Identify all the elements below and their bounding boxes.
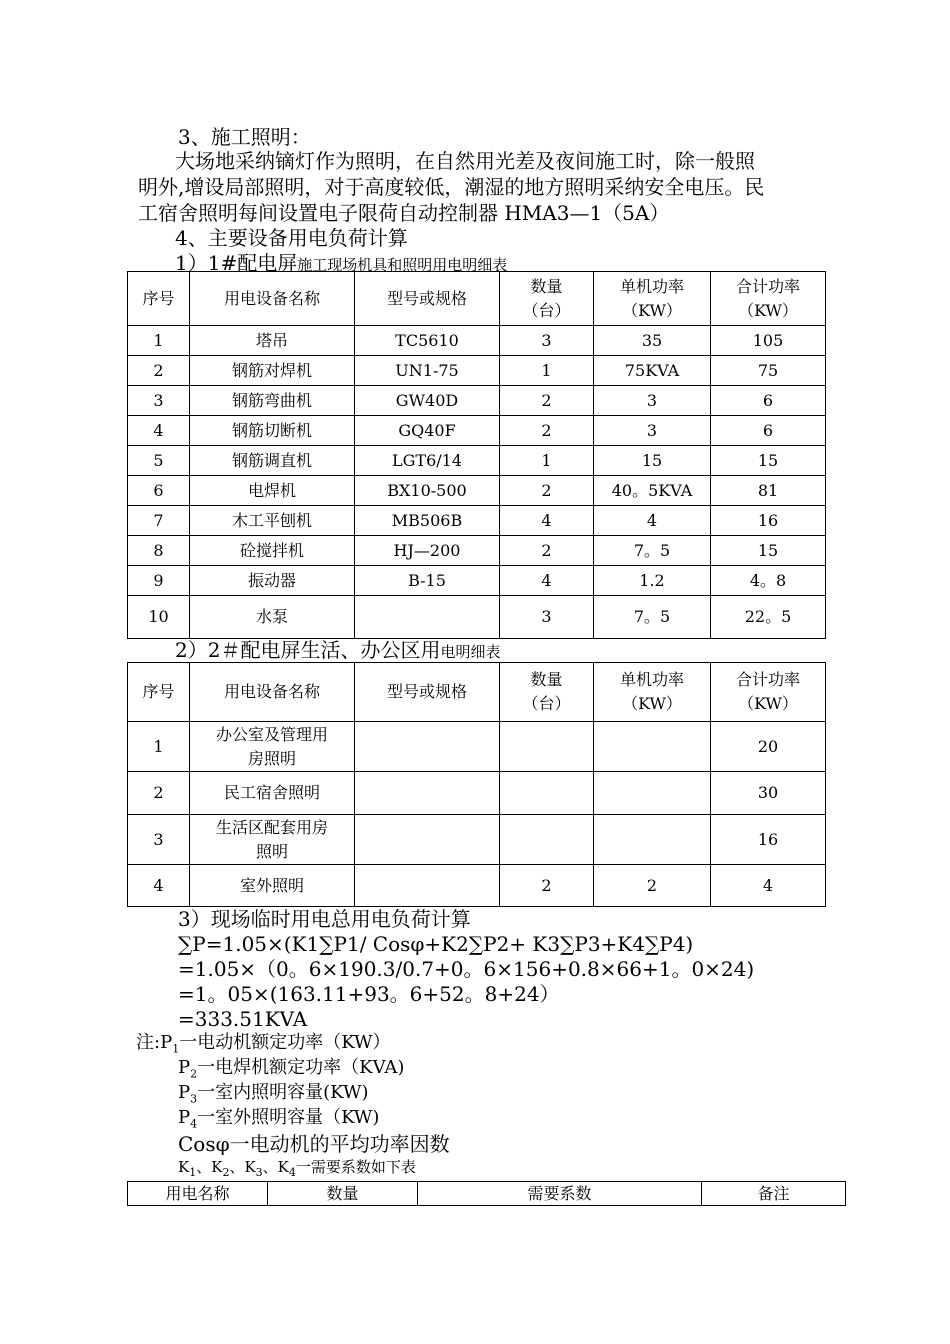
table1-header-cell: 单机功率 （KW） [594, 272, 711, 326]
section-3-paragraph-line1: 大场地采纳镝灯作为照明，在自然用光差及夜间施工时，除一般照 [175, 149, 755, 173]
table-cell: 2 [594, 865, 711, 907]
table-row [128, 476, 826, 506]
table-cell: 1 [128, 326, 190, 356]
note-text: 一室外照明容量（KW) [197, 1107, 380, 1128]
note-prefix: 注: [136, 1032, 161, 1053]
table-row [128, 722, 826, 772]
k-separator: 、K [262, 1158, 289, 1176]
table1-header-cell: 用电设备名称 [190, 272, 355, 326]
table-cell: 砼搅拌机 [190, 536, 355, 566]
table-cell: 2 [128, 356, 190, 386]
table-cell: 15 [711, 446, 826, 476]
table-cell [355, 815, 500, 865]
table-row [128, 566, 826, 596]
table-cell: 办公室及管理用 房照明 [190, 722, 355, 772]
note-symbol: P [178, 1107, 191, 1128]
table1-header-row [128, 272, 826, 326]
table2-header-cell: 单机功率 （KW） [594, 663, 711, 722]
table1-title-sub: 施工现场机具和照明用电明细表 [297, 256, 508, 274]
note-subscript: 3 [190, 1092, 198, 1106]
k-separator: 、K [229, 1158, 256, 1176]
table2-header-cell: 用电设备名称 [190, 663, 355, 722]
table-cell: BX10-500 [355, 476, 500, 506]
table-row [128, 356, 826, 386]
table-cell: TC5610 [355, 326, 500, 356]
table-cell: 4。8 [711, 566, 826, 596]
table2-header-cell: 数量 （台） [500, 663, 594, 722]
table-cell: GW40D [355, 386, 500, 416]
table-cell: 2 [500, 536, 594, 566]
table2-title [175, 640, 500, 660]
table-row [128, 386, 826, 416]
table-cell: 15 [594, 446, 711, 476]
table-cell: 20 [711, 722, 826, 772]
table-cell: 1 [500, 446, 594, 476]
table-cell: 钢筋弯曲机 [190, 386, 355, 416]
table-cell: HJ—200 [355, 536, 500, 566]
table-cell: 8 [128, 536, 190, 566]
table-cell: 2 [500, 416, 594, 446]
section-3-paragraph-line2: 明外,增设局部照明，对于高度较低，潮湿的地方照明采纳安全电压。民 [138, 175, 765, 199]
note-line-1 [136, 1032, 391, 1056]
table-row [128, 506, 826, 536]
table-cell: 105 [711, 326, 826, 356]
calc-result: =333.51KVA [178, 1007, 308, 1031]
table1-title [175, 253, 507, 273]
k-subscript: 1 [189, 1166, 197, 1179]
table-row [128, 772, 826, 815]
note-subscript: 4 [190, 1117, 198, 1131]
table2-title-sub: 电明细表 [440, 643, 501, 661]
section-3-heading: 3、施工照明： [178, 125, 311, 149]
table-cell: 4 [500, 566, 594, 596]
table3-header-cell: 备注 [702, 1182, 846, 1206]
table-cell: 木工平刨机 [190, 506, 355, 536]
table3-header-cell: 数量 [268, 1182, 418, 1206]
table-row [128, 596, 826, 639]
table-cell: 3 [128, 815, 190, 865]
table-cell: 振动器 [190, 566, 355, 596]
table-cell [355, 772, 500, 815]
table-cell: 4 [128, 865, 190, 907]
table-cell: 4 [128, 416, 190, 446]
table-cell: 5 [128, 446, 190, 476]
note-text: 一室内照明容量(KW) [197, 1082, 369, 1103]
table2 [127, 662, 826, 907]
table-cell: 75 [711, 356, 826, 386]
table-cell [500, 722, 594, 772]
table-cell: 16 [711, 506, 826, 536]
table-cell: 2 [128, 772, 190, 815]
table-cell [355, 596, 500, 639]
table-cell [594, 815, 711, 865]
k-separator: 、K [196, 1158, 223, 1176]
table-cell: 6 [711, 416, 826, 446]
k-symbol: K [178, 1158, 190, 1176]
table-cell: 生活区配套用房 照明 [190, 815, 355, 865]
table-cell: 9 [128, 566, 190, 596]
table2-header-cell: 序号 [128, 663, 190, 722]
note-line-3 [178, 1082, 369, 1106]
table-cell: 水泵 [190, 596, 355, 639]
table-cell: 7 [128, 506, 190, 536]
note-symbol: P [160, 1032, 173, 1053]
table-cell: 1 [128, 722, 190, 772]
calc-formula-2: =1.05×（0。6×190.3/0.7+0。6×156+0.8×66+1。0×24) [178, 957, 755, 981]
table-cell: 2 [500, 865, 594, 907]
table-cell: 22。5 [711, 596, 826, 639]
table-row [128, 446, 826, 476]
table-row [128, 326, 826, 356]
table2-header-row [128, 663, 826, 722]
k-subscript: 2 [222, 1166, 230, 1179]
table1-header-cell: 型号或规格 [355, 272, 500, 326]
table1 [127, 271, 826, 639]
table-cell: UN1-75 [355, 356, 500, 386]
table-cell [500, 815, 594, 865]
table-cell: 2 [500, 386, 594, 416]
k-subscript: 4 [288, 1166, 296, 1179]
table-cell: 6 [128, 476, 190, 506]
table-cell: 塔吊 [190, 326, 355, 356]
table-cell: 3 [500, 326, 594, 356]
table-cell: 2 [500, 476, 594, 506]
table-cell: 3 [500, 596, 594, 639]
table-row [128, 815, 826, 865]
table-cell: 16 [711, 815, 826, 865]
note-symbol: P [178, 1057, 191, 1078]
note-symbol: P [178, 1082, 191, 1103]
table3-header-cell: 需要系数 [418, 1182, 702, 1206]
table-cell: 30 [711, 772, 826, 815]
table-cell: 35 [594, 326, 711, 356]
table-cell: 81 [711, 476, 826, 506]
table-cell: LGT6/14 [355, 446, 500, 476]
k-description: 一需要系数如下表 [295, 1158, 416, 1176]
table-cell: 7。5 [594, 596, 711, 639]
note-subscript: 2 [190, 1067, 198, 1081]
table-row [128, 536, 826, 566]
calc-formula-3: =1。05×(163.11+93。6+52。8+24） [178, 982, 560, 1006]
note-line-5: Cosφ一电动机的平均功率因数 [178, 1132, 450, 1156]
table-cell: 6 [711, 386, 826, 416]
note-text: 一电动机额定功率（KW） [179, 1032, 391, 1053]
table-cell: MB506B [355, 506, 500, 536]
k-subscript: 3 [255, 1166, 263, 1179]
table-cell: 3 [594, 386, 711, 416]
section-3-paragraph-line3: 工宿舍照明每间设置电子限荷自动控制器 HMA3—1（5A） [138, 201, 670, 225]
table-cell: GQ40F [355, 416, 500, 446]
note-text: 一电焊机额定功率（KVA) [197, 1057, 405, 1078]
table1-header-cell: 合计功率 （KW） [711, 272, 826, 326]
note-subscript: 1 [172, 1042, 180, 1056]
calc-formula-1: ∑P=1.05×(K1∑P1/ Cosφ+K2∑P2+ K3∑P3+K4∑P4) [178, 932, 694, 956]
table-cell [500, 772, 594, 815]
note-line-2 [178, 1057, 405, 1081]
table-cell: B-15 [355, 566, 500, 596]
calc-heading: 3）现场临时用电总用电负荷计算 [178, 907, 471, 931]
table2-title-main: 2）2＃配电屏生活、办公区用 [175, 638, 441, 662]
table-cell: 电焊机 [190, 476, 355, 506]
table-cell: 钢筋切断机 [190, 416, 355, 446]
table2-header-cell: 合计功率 （KW） [711, 663, 826, 722]
table-cell: 3 [594, 416, 711, 446]
table-row [128, 416, 826, 446]
table-cell: 40。5KVA [594, 476, 711, 506]
table-cell: 民工宿舍照明 [190, 772, 355, 815]
table-cell: 10 [128, 596, 190, 639]
table-cell: 3 [128, 386, 190, 416]
table-cell [594, 772, 711, 815]
table-cell: 室外照明 [190, 865, 355, 907]
table-cell: 4 [594, 506, 711, 536]
table3-header-cell: 用电名称 [128, 1182, 268, 1206]
table-cell: 4 [711, 865, 826, 907]
table-cell: 15 [711, 536, 826, 566]
table1-header-cell: 数量 （台） [500, 272, 594, 326]
table-row [128, 865, 826, 907]
table-cell: 1.2 [594, 566, 711, 596]
table2-header-cell: 型号或规格 [355, 663, 500, 722]
table-cell: 4 [500, 506, 594, 536]
table-cell: 钢筋对焊机 [190, 356, 355, 386]
note-line-4 [178, 1107, 380, 1131]
table3 [127, 1181, 846, 1206]
table-cell [594, 722, 711, 772]
table-cell: 钢筋调直机 [190, 446, 355, 476]
note-k-line [178, 1158, 416, 1179]
table-cell [355, 722, 500, 772]
table3-header-row [128, 1182, 846, 1206]
section-4-heading: 4、主要设备用电负荷计算 [175, 226, 408, 250]
table-cell: 1 [500, 356, 594, 386]
table1-header-cell: 序号 [128, 272, 190, 326]
table1-title-main: 1）1#配电屏 [175, 251, 298, 275]
table-cell [355, 865, 500, 907]
table-cell: 7。5 [594, 536, 711, 566]
table-cell: 75KVA [594, 356, 711, 386]
